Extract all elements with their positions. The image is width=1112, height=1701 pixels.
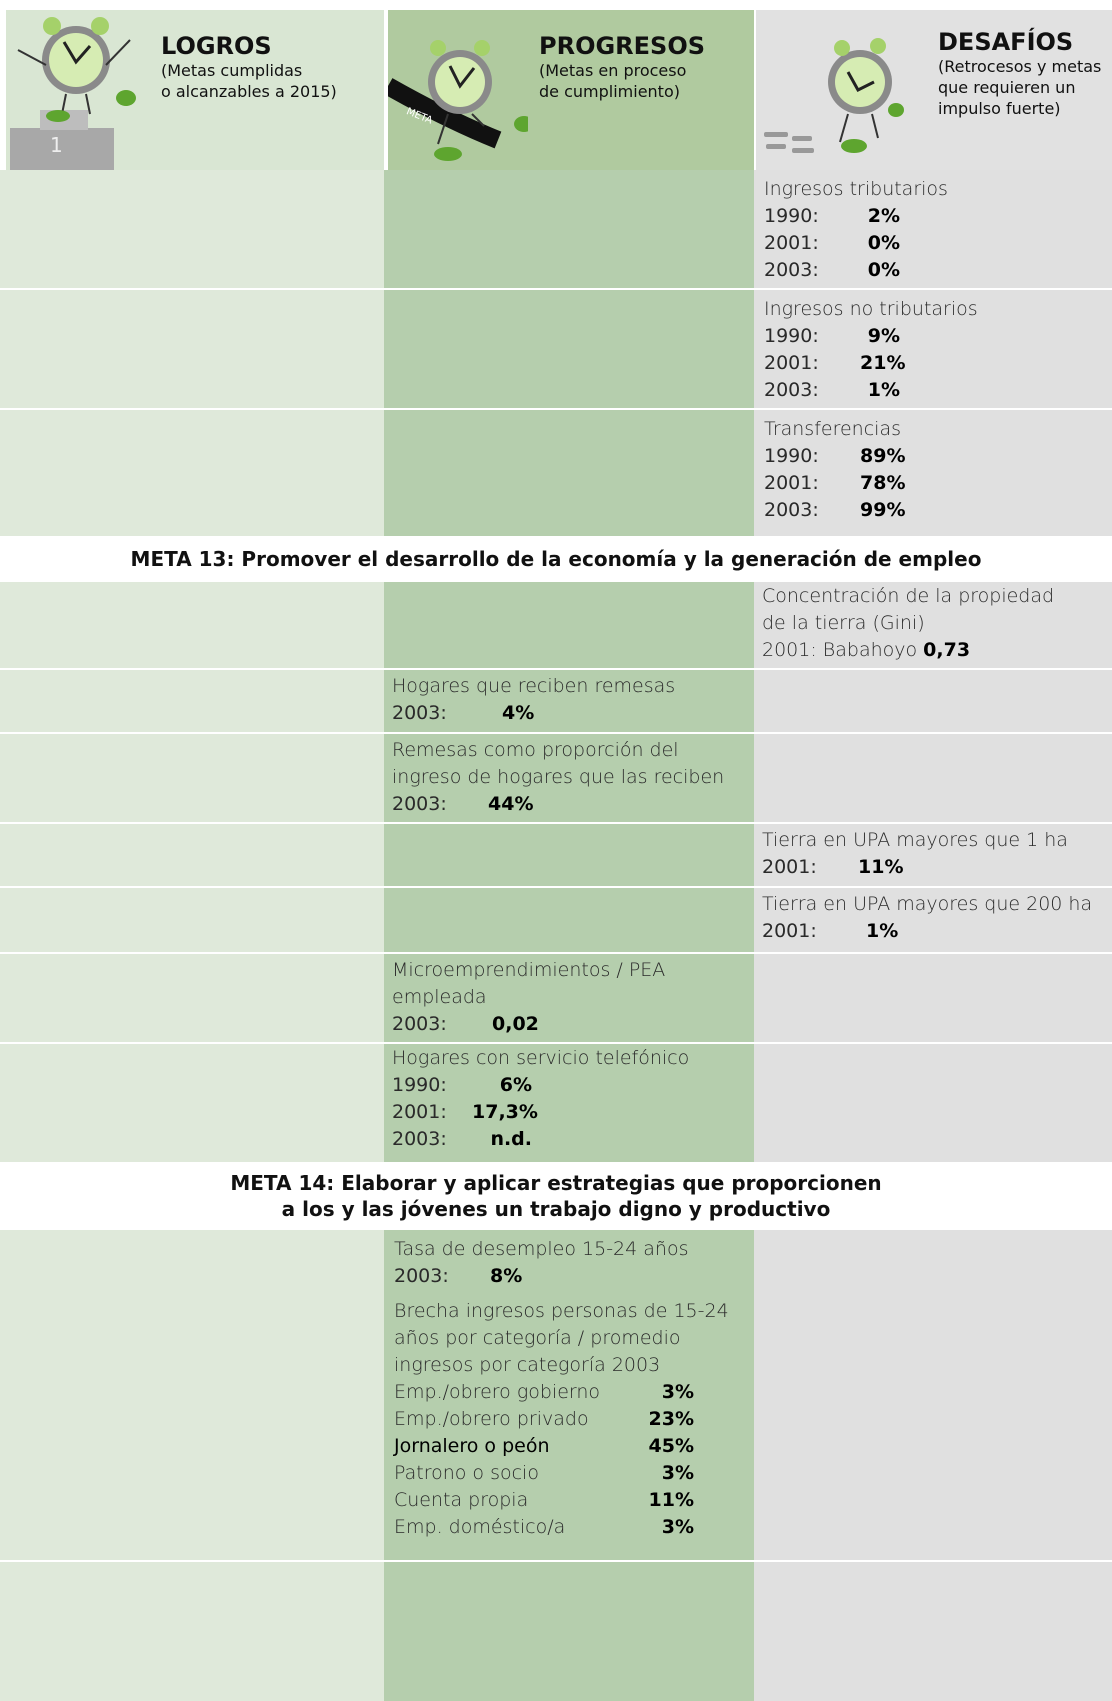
indicator-label: Hogares que reciben remesas	[392, 675, 676, 697]
indicator-value: 6%	[499, 1074, 532, 1096]
table-row	[0, 1044, 1112, 1160]
table-row	[0, 824, 1112, 888]
indicator-value: 4%	[502, 702, 535, 724]
indicator-value: 11%	[858, 856, 904, 878]
table-row	[0, 410, 1112, 536]
meta-14-line-2: a los y las jóvenes un trabajo digno y productivo	[281, 1197, 831, 1221]
indicator-value: 2%	[867, 205, 900, 227]
table-row	[0, 888, 1112, 954]
indicator-value: 89%	[860, 445, 906, 467]
indicator-value: 3%	[661, 1516, 694, 1538]
indicator-upa-1ha	[754, 824, 1112, 886]
category-label: Patrono o socio	[394, 1462, 539, 1484]
table-row	[0, 954, 1112, 1044]
indicator-value: 99%	[860, 499, 906, 521]
desafios-title: DESAFÍOS	[938, 28, 1074, 56]
year-label: 1990:	[764, 325, 819, 347]
logros-subtitle: (Metas cumplidas o alcanzables a 2015)	[161, 61, 337, 101]
indicator-value: 78%	[860, 472, 906, 494]
indicator-value: 9%	[867, 325, 900, 347]
indicator-value: 17,3%	[472, 1101, 538, 1123]
indicator-upa-200ha	[754, 888, 1112, 952]
indicator-value: 0,02	[492, 1013, 539, 1035]
indicator-ingresos-tributarios	[754, 170, 1112, 288]
indicator-microemprendimientos	[384, 954, 754, 1042]
indicator-value: 45%	[648, 1435, 694, 1457]
table-row	[0, 734, 1112, 824]
indicator-label: Ingresos tributarios	[764, 178, 948, 200]
indicator-remesas-proporcion	[384, 734, 754, 822]
year-label: 1990:	[764, 445, 819, 467]
indicator-ingresos-no-tributarios	[754, 290, 1112, 408]
year-label: 2001: Babahoyo	[762, 639, 924, 661]
table-row	[0, 1230, 1112, 1562]
indicator-servicio-telefonico	[384, 1044, 754, 1160]
table-row	[0, 670, 1112, 734]
category-label: Emp. doméstico/a	[394, 1516, 566, 1538]
year-label: 2001:	[762, 920, 817, 942]
header-desafios	[756, 10, 1112, 170]
indicator-label: Transferencias	[764, 418, 901, 440]
indicator-value: 23%	[648, 1408, 694, 1430]
indicator-value: 1%	[866, 920, 899, 942]
indicator-value: 3%	[661, 1462, 694, 1484]
indicator-empleo-jovenes	[384, 1230, 754, 1560]
year-label: 2001:	[764, 352, 819, 374]
clock-mascot-podium-icon	[6, 10, 156, 170]
indicator-label: Tierra en UPA mayores que 200 ha	[762, 893, 1093, 915]
year-label: 2001:	[764, 472, 819, 494]
indicator-label: de la tierra (Gini)	[762, 612, 925, 634]
header-progresos	[388, 10, 754, 170]
progresos-subtitle: (Metas en proceso de cumplimiento)	[539, 61, 687, 101]
category-label: Emp./obrero privado	[394, 1408, 589, 1430]
meta-14-heading	[0, 1162, 1112, 1230]
year-label: 2001:	[392, 1101, 447, 1123]
progresos-title: PROGRESOS	[539, 32, 706, 60]
table-row	[0, 1562, 1112, 1701]
indicator-label: Microemprendimientos / PEA	[392, 959, 666, 981]
category-label: Cuenta propia	[394, 1489, 529, 1511]
indicator-label: Tasa de desempleo 15-24 años	[394, 1238, 689, 1260]
indicator-label: Brecha ingresos personas de 15-24	[394, 1300, 729, 1322]
table-row	[0, 290, 1112, 410]
indicator-value: 11%	[648, 1489, 694, 1511]
indicator-label: Ingresos no tributarios	[764, 298, 978, 320]
indicator-value: 1%	[867, 379, 900, 401]
year-label: 2003:	[392, 793, 447, 815]
year-label: 2003:	[392, 702, 447, 724]
indicator-value: 0%	[867, 259, 900, 281]
indicator-label: Hogares con servicio telefónico	[392, 1047, 690, 1069]
indicator-value: 0%	[867, 232, 900, 254]
meta-13-heading: META 13: Promover el desarrollo de la economía y la generación de empleo	[0, 536, 1112, 582]
table-row	[0, 582, 1112, 670]
year-label: 2003:	[392, 1013, 447, 1035]
logros-title: LOGROS	[161, 32, 272, 60]
indicator-value: 44%	[488, 793, 534, 815]
year-label: 1990:	[392, 1074, 447, 1096]
year-label: 2003:	[764, 259, 819, 281]
meta-14-line-1: META 14: Elaborar y aplicar estrategias que proporcionen	[230, 1171, 882, 1195]
indicator-value: 8%	[490, 1265, 523, 1287]
year-label: 2003:	[764, 379, 819, 401]
indicator-label: Concentración de la propiedad	[762, 585, 1055, 607]
year-label: 2001:	[762, 856, 817, 878]
indicator-value: n.d.	[490, 1128, 532, 1150]
year-label: 1990:	[764, 205, 819, 227]
indicator-label: ingresos por categoría 2003	[394, 1354, 661, 1376]
table-row	[0, 170, 1112, 290]
clock-mascot-tired-icon	[756, 10, 906, 170]
indicator-label: empleada	[392, 986, 487, 1008]
podium-number: 1	[50, 133, 63, 157]
header-logros	[6, 10, 384, 170]
year-label: 2003:	[392, 1128, 447, 1150]
clock-mascot-finish-line-icon	[388, 10, 528, 170]
indicator-value: 21%	[860, 352, 906, 374]
year-label: 2003:	[764, 499, 819, 521]
indicator-hogares-remesas	[384, 670, 754, 732]
meta-ribbon-text: META	[404, 106, 434, 127]
indicator-label: Remesas como proporción del	[392, 739, 679, 761]
indicator-value: 0,73	[923, 639, 971, 661]
indicator-label: ingreso de hogares que las reciben	[392, 766, 725, 788]
indicator-label: Tierra en UPA mayores que 1 ha	[762, 829, 1068, 851]
desafios-subtitle: (Retrocesos y metas que requieren un impulso fuerte)	[938, 57, 1102, 118]
indicator-transferencias	[754, 410, 1112, 536]
indicator-label: años por categoría / promedio	[394, 1327, 681, 1349]
category-label: Jornalero o peón	[394, 1435, 550, 1457]
year-label: 2003:	[394, 1265, 449, 1287]
year-label: 2001:	[764, 232, 819, 254]
category-label: Emp./obrero gobierno	[394, 1381, 601, 1403]
indicator-gini	[754, 582, 1112, 668]
indicator-value: 3%	[661, 1381, 694, 1403]
